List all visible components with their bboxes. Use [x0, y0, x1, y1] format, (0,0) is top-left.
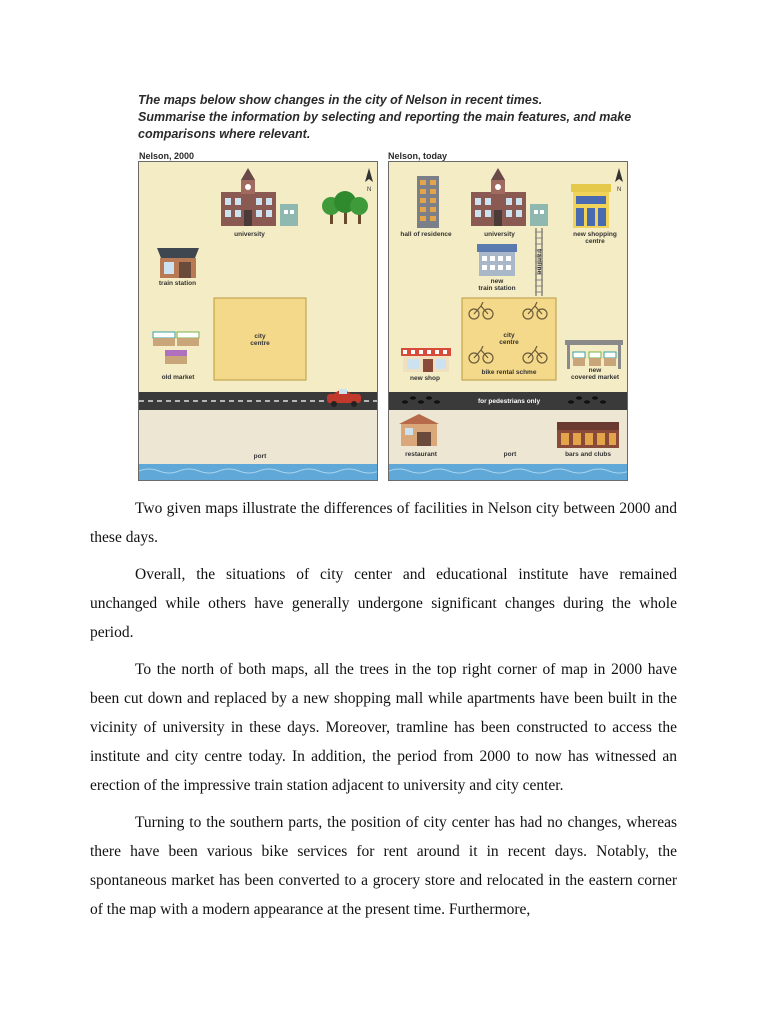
- hall-of-residence-icon: [417, 176, 439, 228]
- covered-market-icon: [565, 340, 623, 369]
- map-today-title: Nelson, today: [388, 151, 448, 161]
- new-shop-icon: [401, 348, 451, 372]
- label-restaurant: restaurant: [405, 451, 437, 458]
- svg-text:N: N: [367, 187, 372, 193]
- essay-paragraph-north: To the north of both maps, all the trees in the top right corner of map in 2000 have been cut down and replaced by a new shopping mall while apartments have been built in the vicinity of university in these days. Moreover, tramline has been constructed to access the institute and city centre today. In addition, the period from 2000 to now has witnessed an erection of the impressive train station adjacent to university and city center.: [90, 661, 677, 794]
- essay-paragraph-intro: Two given maps illustrate the differences of facilities in Nelson city between 2000 and these days.: [90, 500, 677, 546]
- label-port: port: [503, 451, 517, 458]
- north-arrow-icon: [365, 168, 373, 193]
- label-city-centre-1: city: [254, 333, 266, 340]
- label-tramline: tramline: [535, 248, 543, 275]
- label-university: university: [484, 231, 515, 238]
- label-pedestrians-only: for pedestrians only: [477, 398, 541, 405]
- north-arrow-icon: [615, 168, 623, 193]
- label-city-centre-1: city: [503, 332, 515, 339]
- label-covered-market-1: new: [588, 367, 602, 374]
- map-2000: [138, 161, 378, 481]
- label-train-station-2: train station: [478, 285, 516, 292]
- shopping-centre-icon: [571, 184, 611, 228]
- label-covered-market-2: covered market: [570, 374, 620, 381]
- task-line-2: Summarise the information by selecting and reporting the main features, and make comparisons where relevant.: [138, 110, 632, 141]
- label-university: university: [234, 231, 265, 238]
- label-city-centre-2: centre: [499, 339, 519, 346]
- label-shopping-centre-2: centre: [585, 238, 605, 245]
- essay-body: [90, 494, 677, 932]
- map-2000-drawing: [139, 162, 378, 481]
- map-2000-title: Nelson, 2000: [139, 151, 195, 161]
- essay-paragraph-overview: Overall, the situations of city center and educational institute have remained unchanged while others have generally undergone significant changes during the whole period.: [90, 566, 677, 641]
- task-prompt: [138, 92, 658, 143]
- label-train-station: train station: [158, 280, 197, 287]
- label-bike-rental: bike rental schme: [481, 369, 537, 376]
- svg-text:N: N: [617, 187, 622, 193]
- label-hall-of-residence: hall of residence: [400, 231, 452, 238]
- university-building-icon: [471, 168, 548, 226]
- label-bars-and-clubs: bars and clubs: [565, 451, 611, 458]
- university-building-icon: [221, 168, 298, 226]
- label-city-centre-2: centre: [250, 340, 270, 347]
- old-market-icon: [153, 332, 199, 364]
- map-today-drawing: [389, 162, 628, 481]
- label-old-market: old market: [161, 374, 195, 381]
- bars-and-clubs-icon: [557, 422, 619, 448]
- task-line-1: The maps below show changes in the city of Nelson in recent times.: [138, 93, 543, 107]
- essay-paragraph-south: Turning to the southern parts, the position of city center has had no changes, whereas there have been various bike services for rent around it in recent days. Notably, the spontaneous market has been converted to a grocery store and relocated in the eastern corner of the map with a modern appearance at the present time. Furthermore,: [90, 814, 677, 918]
- map-today: [388, 161, 628, 481]
- label-new-shop: new shop: [410, 375, 440, 382]
- train-station-icon: [157, 248, 199, 278]
- label-shopping-centre-1: new shopping: [573, 231, 617, 238]
- label-train-station-1: new: [490, 278, 504, 285]
- new-train-station-icon: [477, 244, 517, 276]
- trees-icon: [322, 191, 368, 224]
- label-port: port: [253, 453, 267, 460]
